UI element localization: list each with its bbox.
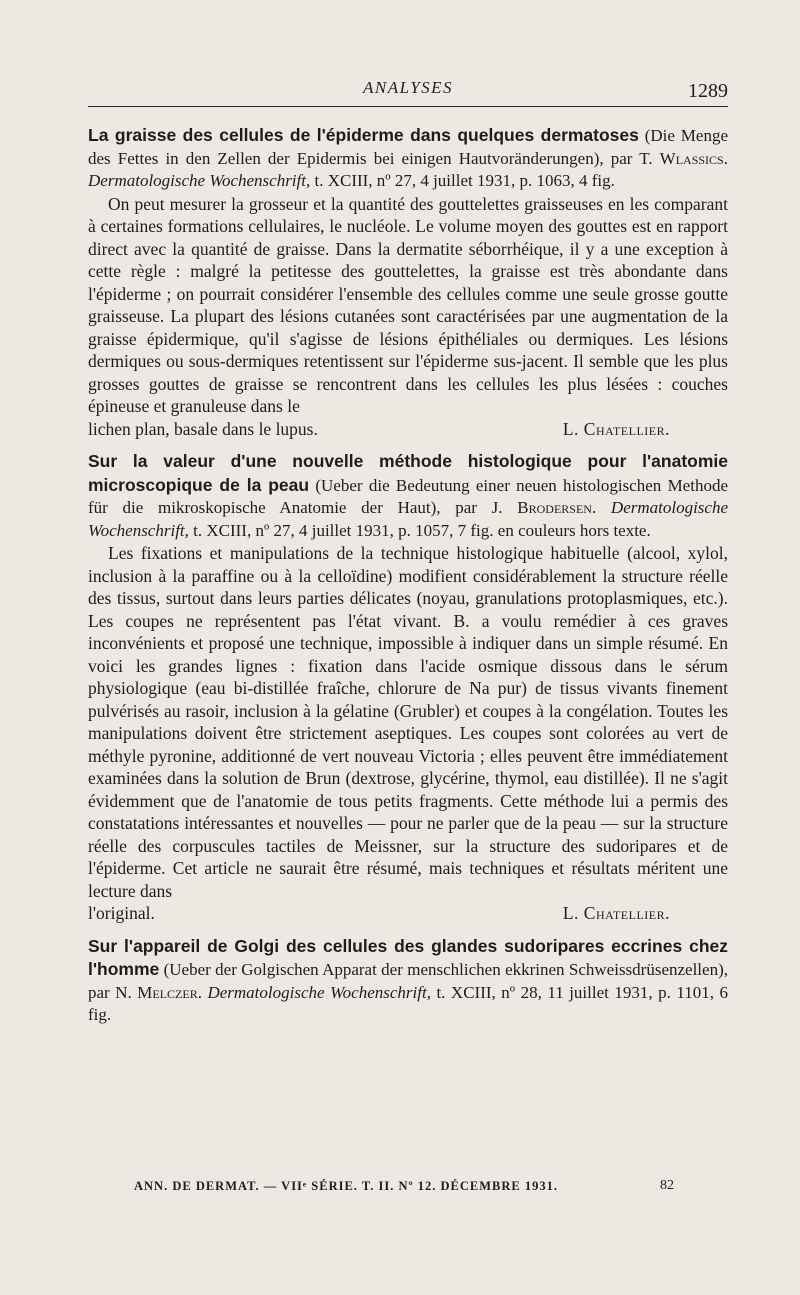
- author-name: Wlassics: [659, 148, 724, 168]
- article-title: Sur l'appareil de Golgi des cellules des glandes sudoripares eccrines chez l'homme: [88, 935, 728, 979]
- journal-name: Dermatologische Wochenschrift,: [88, 498, 729, 540]
- reference-text: (Ueber der Golgischen Apparat der menschlichen ekkrinen Schweissdrüsenzellen), par N.: [88, 960, 728, 1002]
- signature: L. Chatellier.: [562, 418, 670, 439]
- article-title: La graisse des cellules de l'épiderme dans quelques dermatoses: [88, 125, 639, 145]
- header-rule: [88, 106, 728, 107]
- last-line-text: l'original.: [88, 903, 155, 923]
- article-title: Sur la valeur d'une nouvelle méthode histologique pour l'anatomie microscopique de la peau: [88, 451, 728, 495]
- article-body: Les fixations et manipulations de la technique histologique habituelle (alcool, xylol, inclusion à la paraffine ou à la celloïdine) modifient considérablement la structure réelle des tissus, surtout dans leurs parties délicates (noyau, granulations protoplasmiques, etc.). Les coupes ne représentent pas l'état vivant. B. a voulu remédier à ces graves inconvénients et proposé une technique, impossible à indiquer dans un simple résumé. En voici les grandes lignes : fixation dans l'acide osmique dissous dans le sérum physiologique (eau bi-distillée fraîche, chlorure de Na pur) de tissus vivants finement pulvérisés au rasoir, inclusion à la gélatine (Grubler) et coupes à la congélation. Toutes les manipulations doivent être strictement aseptiques. Les coupes sont colorées au vert de méthyle pyronine, additionné de vert nouveau Victoria ; elles peuvent être immédiatement examinées dans la solution de Brun (dextrose, glycérine, thymol, eau distillée). Il ne s'agit évidemment que de l'anatomie de tous petits fragments. Cette méthode lui a permis des constatations intéressantes et nouvelles — pour ne parler que de la peau — sur la structure réelle des corpuscules tactiles de Meissner, sur la structure des sudoripares et de l'épiderme. Cet article ne saurait être résumé, mais techniques et résultats méritent une lecture dans: [88, 543, 728, 901]
- signature: L. Chatellier.: [562, 903, 670, 923]
- article-last-line: [88, 418, 728, 441]
- reference-details: t. XCIII, nº 28, 11 juillet 1931, p. 1101, 6 fig.: [88, 982, 729, 1024]
- article-heading: [88, 124, 728, 193]
- article-body: On peut mesurer la grosseur et la quantité des gouttelettes graisseuses en les comparant à certaines formations cellulaires, le nucléole. Le volume moyen des gouttes est en rapport direct avec la quantité de graisse. Dans la dermatite séborrhéique, il y a une exception à cette règle : malgré la petitesse des gouttelettes, la graisse est très abondante dans l'épiderme ; on pourrait considérer l'ensemble des cellules comme une seule grosse goutte graisseuse. La plupart des lésions cutanées sont caractérisées par une augmentation de la graisse épidermique, qu'il s'agisse de lésions épithéliales ou dermiques. Les lésions dermiques ou sous-dermiques retentissent sur l'épiderme sus-jacent. Il semble que les plus grosses gouttes de graisse se rencontrent dans les cellules les plus lésées : couches épineuse et granuleuse dans le: [88, 193, 728, 416]
- last-line-text: lichen plan, basale dans le lupus.: [88, 418, 318, 439]
- reference-text: .: [723, 148, 728, 168]
- page-number: 1289: [688, 80, 728, 102]
- signature-number: 82: [660, 1178, 674, 1193]
- running-title: ANALYSES: [362, 78, 454, 97]
- page-content: [88, 124, 728, 1027]
- reference-text: (Die Menge des Fettes in den Zellen der Epidermis bei einigen Hautvoränderungen), par T.: [88, 126, 728, 168]
- reference-details: t. XCIII, nº 27, 4 juillet 1931, p. 1057, 7 fig. en couleurs hors texte.: [188, 520, 651, 540]
- reference-text: .: [591, 498, 611, 517]
- article-last-line: [88, 902, 728, 925]
- reference-details: t. XCIII, nº 27, 4 juillet 1931, p. 1063, 4 fig.: [310, 171, 615, 190]
- journal-name: Dermatologische Wochenschrift,: [88, 171, 311, 190]
- page-header: [88, 74, 728, 114]
- author-name: Melczer: [137, 982, 198, 1002]
- footer-text: ANN. DE DERMAT. — VIIᵉ SÉRIE. T. II. Nº 12. DÉCEMBRE 1931.: [134, 1179, 558, 1193]
- reference-text: (Ueber die Bedeutung einer neuen histologischen Methode für die mikroskopische Anatomie der Haut), par J.: [88, 475, 728, 517]
- author-name: Brodersen: [517, 498, 592, 517]
- page-footer: [134, 1179, 674, 1194]
- journal-name: Dermatologische Wochenschrift,: [207, 982, 431, 1002]
- article-heading: [88, 935, 728, 1027]
- reference-text: .: [197, 982, 208, 1002]
- article-heading: [88, 450, 728, 542]
